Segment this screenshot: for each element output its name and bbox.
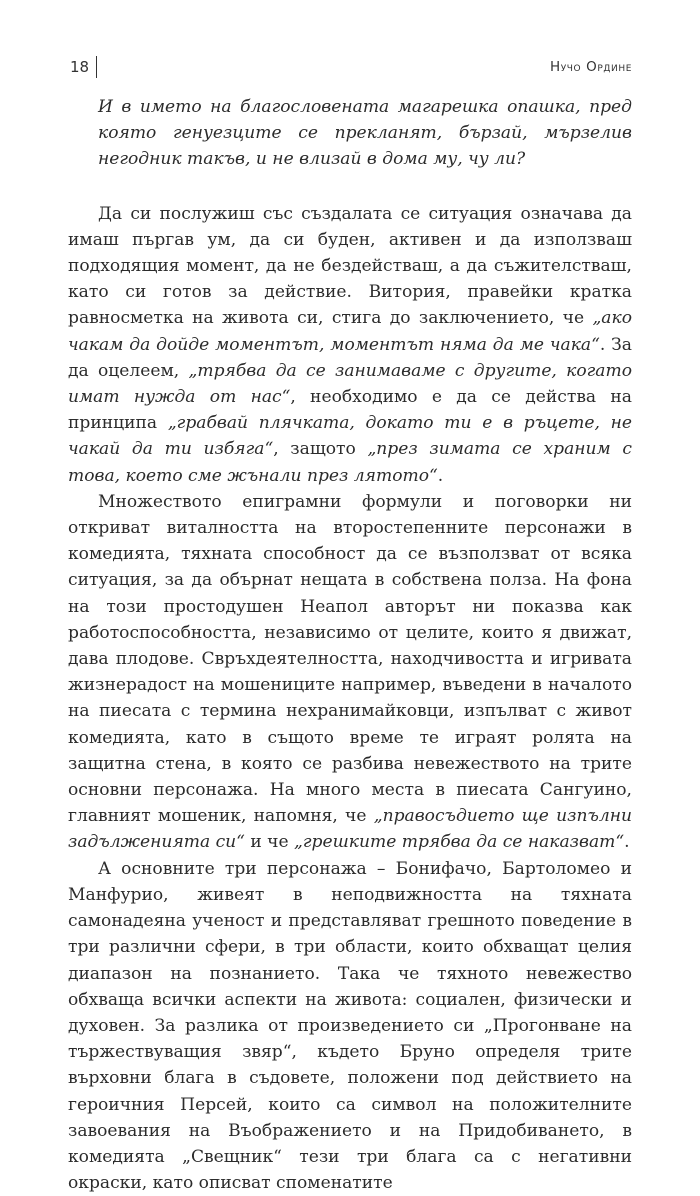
paragraph-text: . — [624, 832, 630, 853]
quotation: „ако чакам да дойде моментът, моментът няма да ме чака“ — [68, 308, 632, 355]
paragraph-2 — [68, 489, 632, 856]
quotation: „грешките трябва да се наказват“ — [294, 832, 625, 853]
quotation: „през зимата се храним с това, което сме жънали през лятото“ — [68, 439, 632, 486]
paragraph-text: Да си послужиш със създалата се ситуация означава да имаш пъргав ум, да си буден, активен и да използваш подходящия момент, да не бездействаш, а да съжителстваш, като си готов за действие. Витория, правейки кратка равносметка на живота си, стига до заключението, че — [68, 203, 632, 329]
paragraph-text: и че — [244, 832, 295, 853]
paragraph-1 — [68, 201, 632, 489]
paragraph-text: . — [437, 465, 444, 486]
paragraph-text: , защото — [273, 439, 368, 460]
page-number: 18 — [70, 56, 97, 78]
paragraph-text: Множеството епиграмни формули и поговорки ни откриват виталността на второстепенните персонажи в комедията, тяхната способност да се възползват от всяка ситуация, за да обърнат нещата в собствена полза. На фона на този простодушен Неапол авторът ни показва как работоспособността, независимо от целите, които я движат, дава плодове. Свръхдеятелността, находчивостта и игривата жизнерадост на мошениците например, въведени в началото на пиесата с термина нехранимайковци, изпълват с живот комедията, като в същото време те играят ролята на защитна стена, в която се разбива невежеството на трите основни персонажа. На много места в пиесата Сангуино, главният мошеник, напомня, че — [68, 491, 632, 827]
paragraph-text: , необходимо е да се действа на принципа — [68, 387, 632, 434]
quotation: „правосъдието ще изпълни задълженията си“ — [68, 806, 632, 853]
running-head: Нучо Ордине — [549, 59, 632, 75]
quotation: „грабвай плячката, докато ти е в ръцете, не чакай да ти избяга“ — [68, 413, 632, 460]
body-text — [68, 94, 632, 1196]
quotation: „трябва да се занимаваме с другите, когато имат нужда от нас“ — [68, 360, 632, 408]
paragraph-3: А основните три персонажа – Бонифачо, Бартоломео и Манфурио, живеят в неподвижността на тяхната самонадеяна ученост и представляват грешното поведение в три различни сфери, в три области, които обхващат целия диапазон на познанието. Така че тяхното невежество обхваща всички аспекти на живота: социален, физически и духовен. За разлика от произведението си „Прогонване на тържествуващия звяр“, където Бруно определя трите върховни блага в съдовете, положени под действието на героичния Персей, които са символ на положителните завоевания на Въображението и на Придобиването, в комедията „Свещник“ тези три блага са с негативни окраски, като описват споменатите — [68, 858, 632, 1194]
paragraph-text: . За да оцелеем, — [68, 334, 632, 381]
page-header — [70, 56, 632, 78]
epigraph: И в името на благословената магарешка опашка, пред която генуезците се прекланят, бързай, мързелив негодник такъв, и не влизай в дома му, чу ли? — [98, 97, 632, 170]
